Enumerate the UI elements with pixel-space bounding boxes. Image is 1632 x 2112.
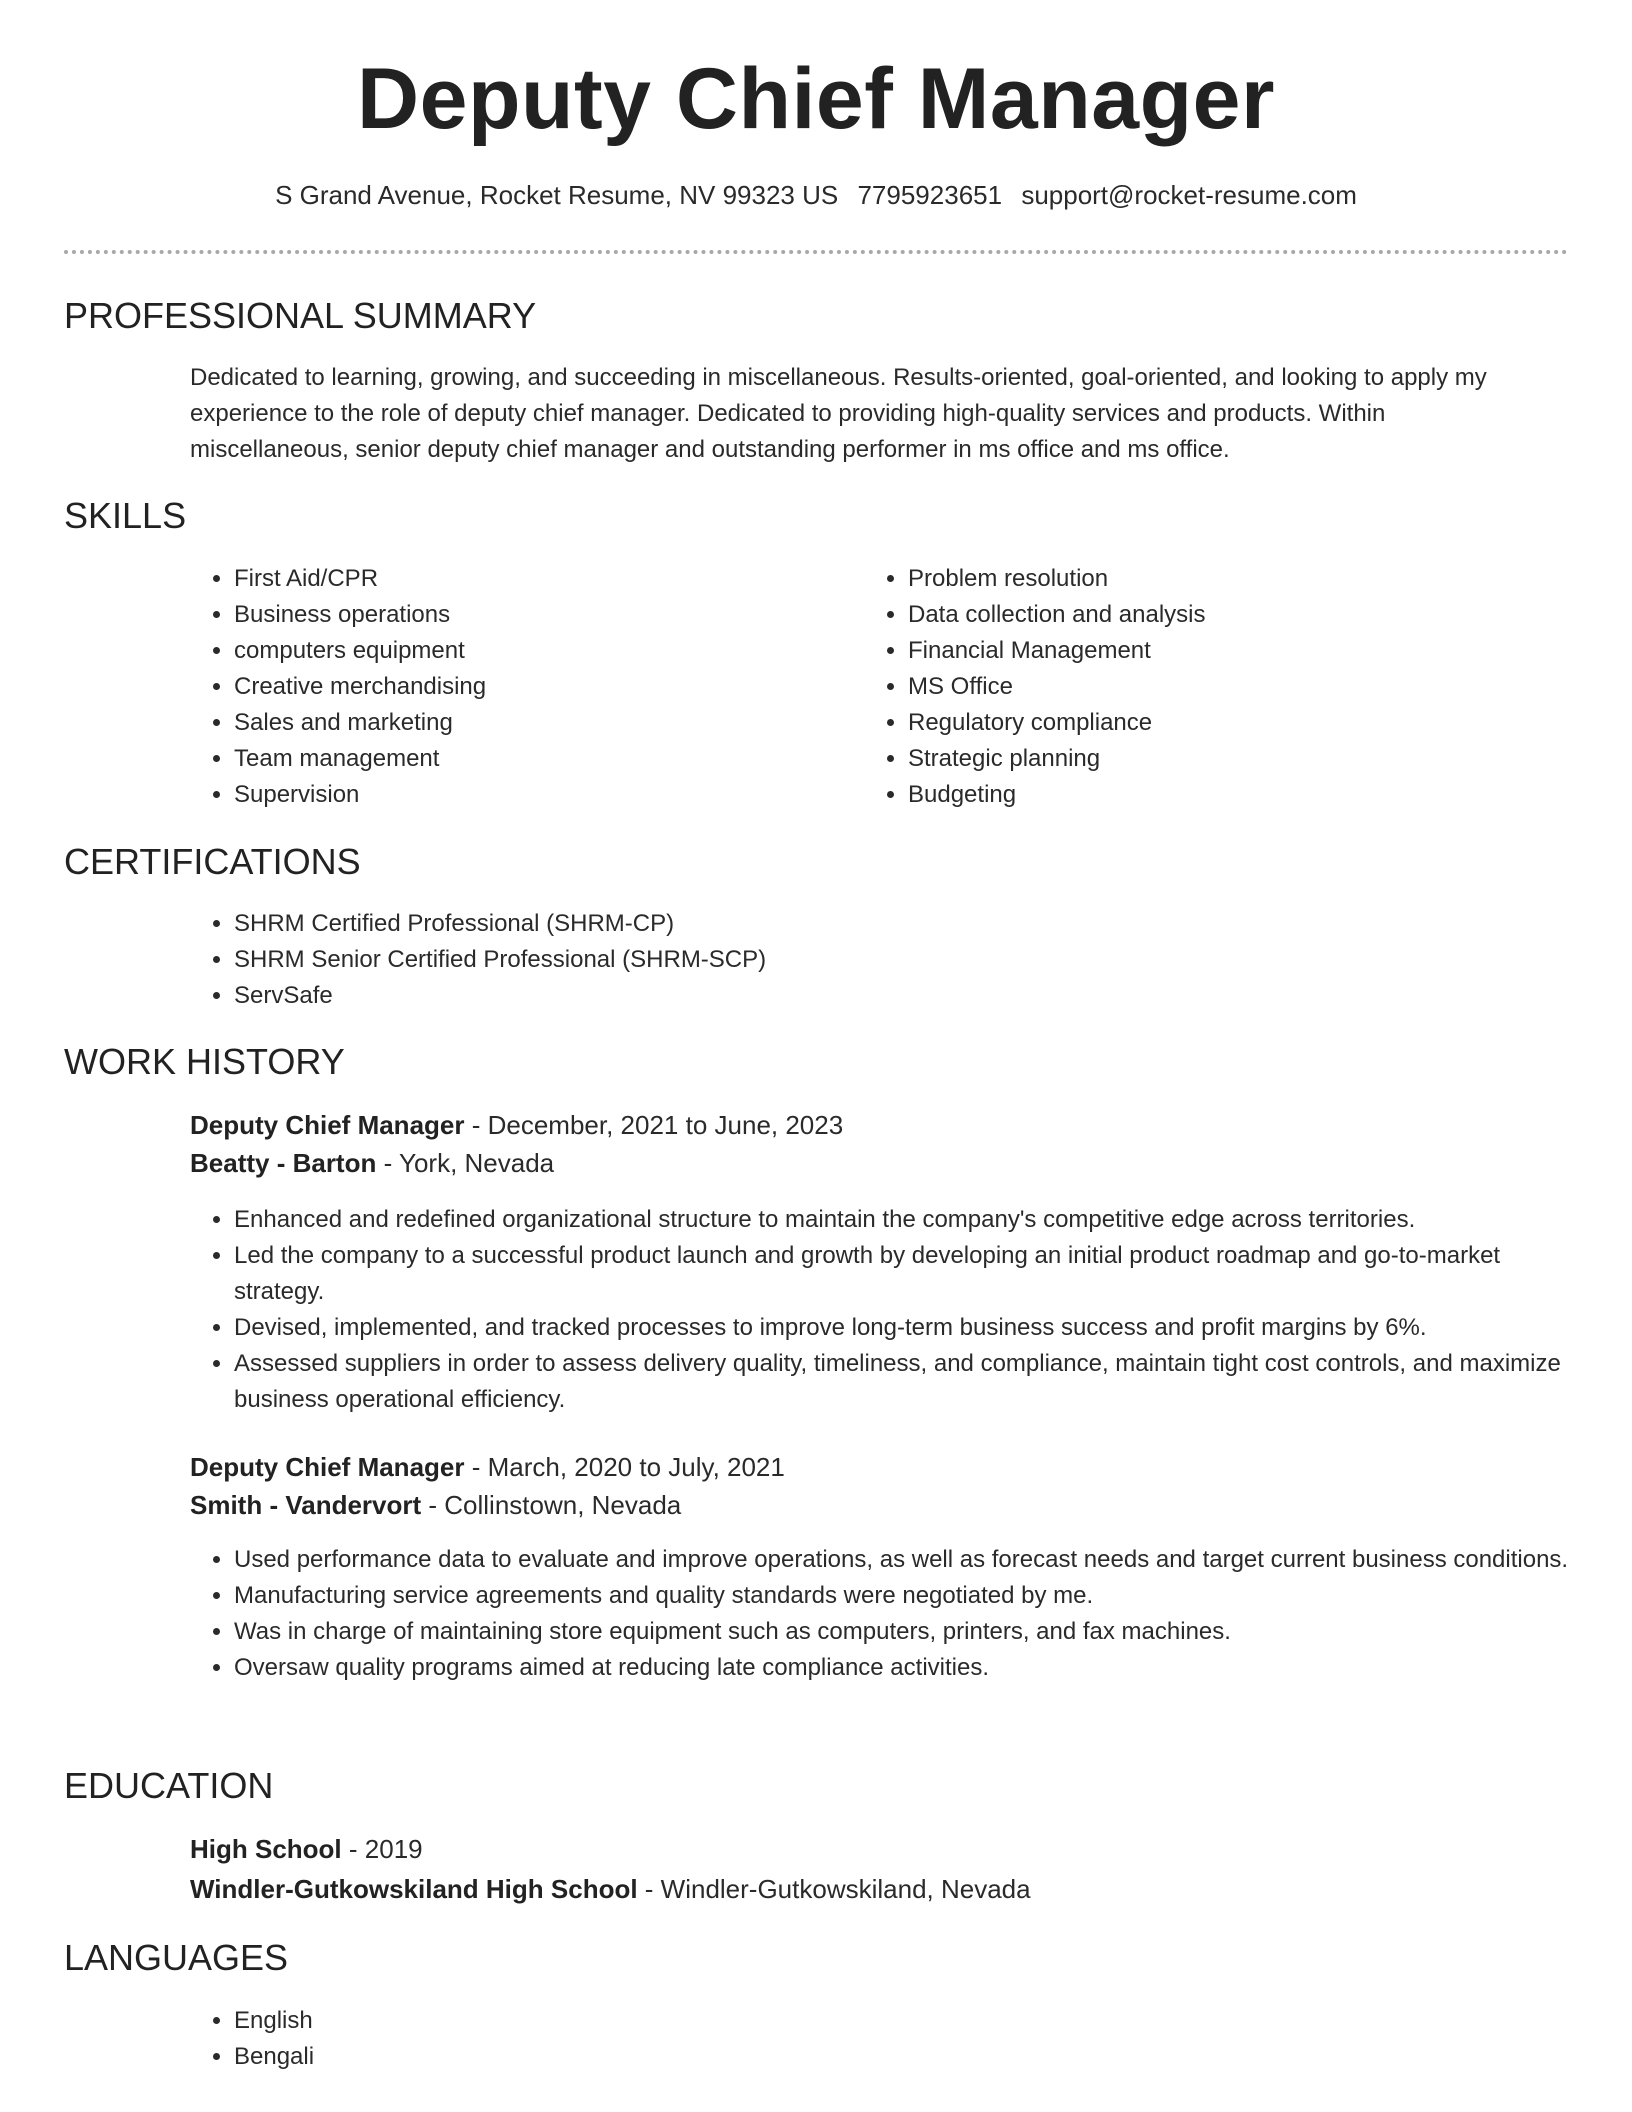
skill-item: • Budgeting [908,777,1508,813]
resume-name: Deputy Chief Manager [357,51,1275,147]
job-bullet: • Manufacturing service agreements and quality standards were negotiated by me. [234,1578,1594,1614]
certification-item: • ServSafe [234,978,1434,1014]
certifications-heading: CERTIFICATIONS [64,841,361,882]
job-bullets [190,1202,1594,1418]
education-year: - 2019 [341,1834,423,1864]
skill-item: • Data collection and analysis [908,597,1508,633]
education-degree-line [190,1830,423,1868]
education-heading: EDUCATION [64,1765,274,1806]
job-dates: - December, 2021 to June, 2023 [464,1110,844,1140]
job-bullet: • Enhanced and redefined organizational structure to maintain the company's competitive edge across territories. [234,1202,1594,1238]
job-title: Deputy Chief Manager [190,1110,465,1140]
skill-item: • computers equipment [234,633,794,669]
education-location: - Windler-Gutkowskiland, Nevada [637,1874,1031,1904]
skill-item: • First Aid/CPR [234,561,794,597]
job-bullet: • Devised, implemented, and tracked processes to improve long-term business success and profit margins by 6%. [234,1310,1594,1346]
header-divider [64,250,1568,254]
job-company: Smith - Vandervort [190,1490,422,1520]
language-item: • Bengali [234,2039,834,2075]
skill-item: • Creative merchandising [234,669,794,705]
skill-item: • Regulatory compliance [908,705,1508,741]
skill-item: • Sales and marketing [234,705,794,741]
contact-line [0,180,1632,211]
summary-heading: PROFESSIONAL SUMMARY [64,295,537,336]
skills-list-left [190,561,794,813]
job-bullet: • Oversaw quality programs aimed at reducing late compliance activities. [234,1650,1594,1686]
job-title-line [190,1448,785,1486]
certification-item: • SHRM Certified Professional (SHRM-CP) [234,906,1434,942]
skills-list-right [864,561,1508,813]
job-dates: - March, 2020 to July, 2021 [464,1452,785,1482]
skill-item: • Problem resolution [908,561,1508,597]
job-company-line [190,1486,681,1524]
contact-phone: 7795923651 [857,180,1003,210]
job-bullet: • Was in charge of maintaining store equipment such as computers, printers, and fax machines. [234,1614,1594,1650]
job-location: - Collinstown, Nevada [421,1490,682,1520]
contact-email[interactable]: support@rocket-resume.com [1021,180,1357,210]
job-location: - York, Nevada [376,1148,555,1178]
education-school: Windler-Gutkowskiland High School [190,1874,638,1904]
summary-text: Dedicated to learning, growing, and succeeding in miscellaneous. Results-oriented, goal-oriented, and looking to apply my experience to the role of deputy chief manager. Dedicated to providing high-quality services and products. Within miscellaneous, senior deputy chief manager and outstanding performer in ms office and ms office. [190,364,1487,463]
certifications-list [190,906,1434,1014]
language-item: • English [234,2003,834,2039]
skill-item: • Team management [234,741,794,777]
job-bullet: • Used performance data to evaluate and improve operations, as well as forecast needs and target current business conditions. [234,1542,1594,1578]
languages-list [190,2003,834,2075]
job-bullet: • Assessed suppliers in order to assess delivery quality, timeliness, and compliance, maintain tight cost controls, and maximize business operational efficiency. [234,1346,1594,1418]
languages-heading: LANGUAGES [64,1937,289,1978]
job-company: Beatty - Barton [190,1148,377,1178]
skill-item: • MS Office [908,669,1508,705]
job-bullets [190,1542,1594,1686]
skill-item: • Financial Management [908,633,1508,669]
job-company-line [190,1144,554,1182]
education-school-line [190,1870,1031,1908]
education-degree: High School [190,1834,342,1864]
skill-item: • Supervision [234,777,794,813]
work-history-heading: WORK HISTORY [64,1041,345,1082]
job-title: Deputy Chief Manager [190,1452,465,1482]
contact-address: S Grand Avenue, Rocket Resume, NV 99323 US [275,180,839,210]
skill-item: • Strategic planning [908,741,1508,777]
skills-heading: SKILLS [64,495,187,536]
skill-item: • Business operations [234,597,794,633]
job-bullet: • Led the company to a successful product launch and growth by developing an initial product roadmap and go-to-market strategy. [234,1238,1594,1310]
certification-item: • SHRM Senior Certified Professional (SHRM-SCP) [234,942,1434,978]
job-title-line [190,1106,843,1144]
